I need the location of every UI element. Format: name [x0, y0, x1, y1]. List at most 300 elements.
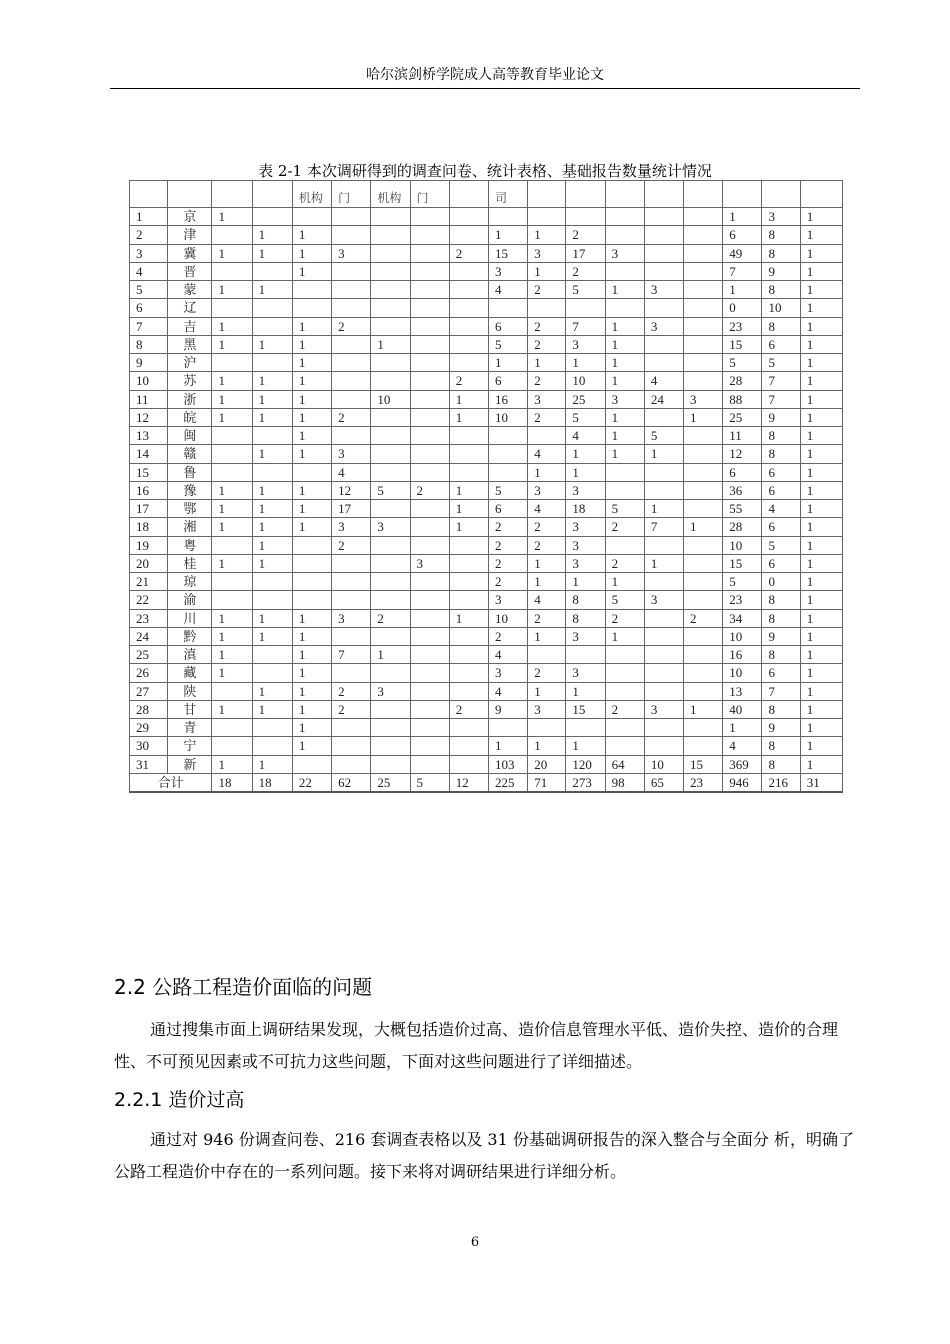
table-cell [252, 664, 292, 682]
table-cell [410, 262, 449, 280]
table-cell: 10 [723, 536, 762, 554]
table-cell: 25 [723, 408, 762, 426]
table-cell: 1 [684, 700, 723, 718]
header-rule [110, 88, 860, 89]
table-cell [410, 390, 449, 408]
table-cell: 6 [130, 299, 168, 317]
table-cell: 9 [762, 262, 800, 280]
table-cell: 55 [723, 500, 762, 518]
table-cell [566, 299, 605, 317]
table-row [130, 664, 843, 682]
table-cell [684, 262, 723, 280]
table-cell [684, 372, 723, 390]
table-cell: 1 [684, 518, 723, 536]
table-row [130, 737, 843, 755]
table-cell [212, 299, 252, 317]
table-cell [410, 408, 449, 426]
table-cell: 1 [723, 208, 762, 226]
table-row [130, 390, 843, 408]
table-cell: 5 [762, 354, 800, 372]
table-cell: 1 [644, 500, 683, 518]
table-cell: 24 [644, 390, 683, 408]
table-cell: 4 [528, 500, 566, 518]
table-cell: 1 [800, 609, 842, 627]
table-cell [252, 573, 292, 591]
header-cell: 司 [488, 181, 527, 208]
table-cell [371, 262, 410, 280]
table-cell [684, 737, 723, 755]
table-cell: 5 [605, 591, 644, 609]
table-cell: 1 [488, 226, 527, 244]
province-cell: 桂 [168, 554, 212, 572]
total-cell: 62 [332, 773, 371, 792]
table-cell [684, 208, 723, 226]
table-cell: 1 [252, 226, 292, 244]
table-cell: 5 [723, 354, 762, 372]
table-cell [212, 682, 252, 700]
table-cell: 1 [605, 317, 644, 335]
province-cell: 宁 [168, 737, 212, 755]
table-cell [252, 317, 292, 335]
province-cell: 新 [168, 755, 212, 773]
table-cell: 36 [723, 481, 762, 499]
table-cell: 1 [800, 445, 842, 463]
table-cell [410, 226, 449, 244]
table-cell [605, 719, 644, 737]
table-cell: 7 [762, 682, 800, 700]
table-cell [410, 335, 449, 353]
table-cell: 6 [488, 317, 527, 335]
table-cell: 1 [800, 627, 842, 645]
table-cell [410, 682, 449, 700]
table-cell [644, 208, 683, 226]
table-cell: 10 [723, 664, 762, 682]
table-cell: 1 [605, 627, 644, 645]
table-cell: 3 [566, 518, 605, 536]
table-cell: 1 [212, 335, 252, 353]
table-cell [371, 427, 410, 445]
table-cell: 2 [449, 244, 488, 262]
table-cell [684, 664, 723, 682]
table-cell: 6 [723, 226, 762, 244]
table-cell: 1 [292, 719, 331, 737]
table-cell: 1 [800, 719, 842, 737]
table-cell [449, 591, 488, 609]
table-cell: 5 [723, 573, 762, 591]
table-cell: 3 [644, 317, 683, 335]
header-cell [644, 181, 683, 208]
table-cell [410, 646, 449, 664]
table-cell [449, 354, 488, 372]
table-cell [292, 755, 331, 773]
table-cell: 1 [644, 445, 683, 463]
table-cell [292, 281, 331, 299]
table-cell [644, 536, 683, 554]
table-cell [449, 536, 488, 554]
table-cell [644, 354, 683, 372]
table-row [130, 481, 843, 499]
header-cell [252, 181, 292, 208]
table-cell [605, 262, 644, 280]
table-row [130, 682, 843, 700]
province-cell: 黑 [168, 335, 212, 353]
table-row [130, 262, 843, 280]
table-cell [252, 646, 292, 664]
header-cell [762, 181, 800, 208]
table-cell [371, 463, 410, 481]
table-cell: 1 [212, 372, 252, 390]
table-cell [410, 700, 449, 718]
table-cell [449, 445, 488, 463]
table-cell: 1 [212, 664, 252, 682]
table-cell [371, 445, 410, 463]
province-cell: 滇 [168, 646, 212, 664]
table-cell [684, 354, 723, 372]
table-cell [292, 573, 331, 591]
table-cell: 9 [762, 627, 800, 645]
table-cell: 1 [605, 372, 644, 390]
table-cell [684, 646, 723, 664]
table-cell: 12 [130, 408, 168, 426]
table-row [130, 627, 843, 645]
statistics-table [129, 180, 843, 793]
header-cell [800, 181, 842, 208]
table-row [130, 244, 843, 262]
table-cell: 23 [723, 591, 762, 609]
header-cell [212, 181, 252, 208]
table-cell: 1 [292, 664, 331, 682]
table-cell: 369 [723, 755, 762, 773]
table-cell: 3 [644, 700, 683, 718]
table-cell: 2 [371, 609, 410, 627]
table-cell: 3 [566, 554, 605, 572]
table-cell [212, 463, 252, 481]
table-row [130, 427, 843, 445]
table-cell: 8 [762, 700, 800, 718]
table-cell [371, 372, 410, 390]
table-cell: 6 [762, 481, 800, 499]
table-cell: 8 [762, 445, 800, 463]
table-cell: 1 [800, 354, 842, 372]
table-cell [332, 354, 371, 372]
table-cell: 1 [292, 408, 331, 426]
header-cell [168, 181, 212, 208]
table-cell: 1 [723, 719, 762, 737]
table-cell [410, 591, 449, 609]
table-cell [410, 573, 449, 591]
table-cell: 1 [212, 646, 252, 664]
table-cell [332, 755, 371, 773]
table-cell: 1 [449, 518, 488, 536]
table-cell: 10 [644, 755, 683, 773]
table-cell: 1 [292, 390, 331, 408]
table-cell: 103 [488, 755, 527, 773]
table-cell [605, 682, 644, 700]
table-cell [488, 299, 527, 317]
table-cell: 5 [605, 500, 644, 518]
province-cell: 浙 [168, 390, 212, 408]
table-cell: 2 [488, 627, 527, 645]
header-cell [723, 181, 762, 208]
table-cell: 4 [488, 281, 527, 299]
table-cell [292, 591, 331, 609]
table-cell: 8 [762, 281, 800, 299]
table-cell [684, 554, 723, 572]
table-cell: 3 [528, 390, 566, 408]
table-cell: 1 [212, 554, 252, 572]
table-cell: 6 [488, 372, 527, 390]
table-cell [371, 719, 410, 737]
table-cell [332, 591, 371, 609]
table-cell [371, 737, 410, 755]
table-cell [212, 262, 252, 280]
table-cell: 15 [723, 554, 762, 572]
table-cell: 1 [723, 281, 762, 299]
table-row [130, 591, 843, 609]
table-cell: 1 [212, 281, 252, 299]
table-cell [644, 408, 683, 426]
table-cell [528, 719, 566, 737]
table-cell: 1 [371, 335, 410, 353]
table-cell [332, 427, 371, 445]
table-cell [528, 646, 566, 664]
table-cell [684, 281, 723, 299]
table-cell [684, 536, 723, 554]
table-cell: 2 [528, 281, 566, 299]
table-cell [488, 463, 527, 481]
table-cell: 6 [762, 463, 800, 481]
paragraph-1: 通过搜集市面上调研结果发现，大概包括造价过高、造价信息管理水平低、造价失控、造价的合理性、不可预见因素或不可抗力这些问题，下面对这些问题进行了详细描述。 [114, 1020, 839, 1071]
table-cell [212, 427, 252, 445]
table-cell: 25 [566, 390, 605, 408]
table-cell: 2 [605, 554, 644, 572]
table-cell [332, 719, 371, 737]
table-cell [644, 244, 683, 262]
header-cell [449, 181, 488, 208]
table-cell [684, 317, 723, 335]
table-cell: 1 [528, 354, 566, 372]
table-cell [684, 500, 723, 518]
table-cell: 23 [130, 609, 168, 627]
total-cell: 273 [566, 773, 605, 792]
total-cell: 98 [605, 773, 644, 792]
table-cell: 1 [800, 536, 842, 554]
table-cell: 49 [723, 244, 762, 262]
table-cell: 5 [371, 481, 410, 499]
table-cell [684, 591, 723, 609]
table-cell [566, 208, 605, 226]
province-cell: 鲁 [168, 463, 212, 481]
table-cell: 2 [449, 372, 488, 390]
table-cell: 1 [800, 463, 842, 481]
province-cell: 苏 [168, 372, 212, 390]
table-cell: 15 [488, 244, 527, 262]
table-cell: 1 [800, 591, 842, 609]
table-total-row [130, 773, 843, 792]
table-cell: 1 [212, 700, 252, 718]
table-cell [410, 354, 449, 372]
table-cell: 16 [723, 646, 762, 664]
province-cell: 辽 [168, 299, 212, 317]
table-cell: 4 [488, 682, 527, 700]
table-cell: 12 [332, 481, 371, 499]
table-cell: 16 [130, 481, 168, 499]
table-cell [212, 591, 252, 609]
table-cell: 1 [684, 408, 723, 426]
table-cell: 15 [684, 755, 723, 773]
table-cell: 0 [723, 299, 762, 317]
table-cell: 9 [762, 719, 800, 737]
province-cell: 闽 [168, 427, 212, 445]
table-cell [644, 646, 683, 664]
subsection-heading: 2.2.1 造价过高 [114, 1089, 245, 1111]
table-cell: 2 [528, 335, 566, 353]
table-header-row [130, 181, 843, 208]
table-cell [488, 208, 527, 226]
table-row [130, 536, 843, 554]
table-cell: 4 [644, 372, 683, 390]
table-cell: 24 [130, 627, 168, 645]
table-cell: 1 [212, 390, 252, 408]
table-cell: 17 [130, 500, 168, 518]
table-cell: 8 [762, 646, 800, 664]
province-cell: 湘 [168, 518, 212, 536]
table-cell: 1 [488, 737, 527, 755]
table-cell: 1 [800, 262, 842, 280]
table-cell: 8 [762, 737, 800, 755]
table-cell: 12 [723, 445, 762, 463]
table-cell: 8 [566, 591, 605, 609]
table-cell: 3 [488, 664, 527, 682]
table-cell [410, 518, 449, 536]
table-cell: 1 [800, 518, 842, 536]
table-cell: 2 [605, 700, 644, 718]
table-cell [488, 445, 527, 463]
header-cell: 门 [332, 181, 371, 208]
table-cell [449, 281, 488, 299]
section-heading: 2.2 公路工程造价面临的问题 [114, 975, 373, 999]
total-cell: 65 [644, 773, 683, 792]
table-cell [644, 664, 683, 682]
table-cell: 28 [723, 518, 762, 536]
table-row [130, 609, 843, 627]
table-cell: 22 [130, 591, 168, 609]
province-cell: 川 [168, 609, 212, 627]
table-cell: 18 [566, 500, 605, 518]
table-cell: 2 [684, 609, 723, 627]
table-cell [449, 208, 488, 226]
table-cell: 1 [800, 481, 842, 499]
table-cell: 20 [528, 755, 566, 773]
table-cell [410, 299, 449, 317]
table-cell [252, 591, 292, 609]
table-cell [212, 445, 252, 463]
table-cell [449, 755, 488, 773]
table-cell: 1 [292, 372, 331, 390]
table-cell [449, 299, 488, 317]
table-cell [371, 208, 410, 226]
table-cell: 3 [332, 445, 371, 463]
table-cell: 3 [684, 390, 723, 408]
table-cell: 1 [212, 755, 252, 773]
table-row [130, 372, 843, 390]
table-cell: 7 [130, 317, 168, 335]
table-row [130, 208, 843, 226]
table-cell [528, 208, 566, 226]
table-cell: 1 [800, 208, 842, 226]
table-cell: 2 [488, 518, 527, 536]
table-cell: 17 [566, 244, 605, 262]
table-row [130, 554, 843, 572]
table-cell [252, 354, 292, 372]
table-cell [488, 427, 527, 445]
table-cell [684, 463, 723, 481]
table-cell: 7 [566, 317, 605, 335]
table-cell [212, 536, 252, 554]
table-cell: 3 [488, 591, 527, 609]
table-cell: 3 [332, 518, 371, 536]
table-cell: 1 [252, 536, 292, 554]
table-cell: 1 [800, 500, 842, 518]
table-cell: 1 [800, 317, 842, 335]
table-cell: 2 [488, 536, 527, 554]
header-cell: 门 [410, 181, 449, 208]
table-cell: 4 [762, 500, 800, 518]
table-cell: 1 [605, 335, 644, 353]
table-cell: 3 [566, 627, 605, 645]
table-cell: 2 [566, 262, 605, 280]
table-cell: 4 [566, 427, 605, 445]
table-cell [644, 463, 683, 481]
table-cell: 4 [723, 737, 762, 755]
table-cell [332, 335, 371, 353]
table-cell: 4 [130, 262, 168, 280]
table-cell: 1 [800, 700, 842, 718]
header-cell: 机构 [371, 181, 410, 208]
table-cell: 1 [252, 390, 292, 408]
table-cell: 14 [130, 445, 168, 463]
table-cell: 21 [130, 573, 168, 591]
table-cell: 1 [800, 646, 842, 664]
table-cell: 1 [292, 244, 331, 262]
table-cell: 4 [332, 463, 371, 481]
table-cell [449, 627, 488, 645]
total-cell: 25 [371, 773, 410, 792]
table-cell: 1 [800, 664, 842, 682]
table-cell: 16 [488, 390, 527, 408]
table-cell: 15 [566, 700, 605, 718]
table-cell: 5 [644, 427, 683, 445]
table-cell [212, 226, 252, 244]
province-cell: 冀 [168, 244, 212, 262]
table-cell [684, 445, 723, 463]
table-cell [605, 226, 644, 244]
table-cell: 3 [528, 700, 566, 718]
table-cell: 1 [292, 609, 331, 627]
table-cell: 1 [566, 354, 605, 372]
table-cell [644, 335, 683, 353]
table-cell [605, 463, 644, 481]
table-cell: 3 [130, 244, 168, 262]
table-cell [449, 317, 488, 335]
table-cell [605, 737, 644, 755]
table-cell: 10 [488, 408, 527, 426]
table-cell: 1 [566, 573, 605, 591]
table-cell [212, 737, 252, 755]
table-cell: 64 [605, 755, 644, 773]
table-cell: 13 [723, 682, 762, 700]
table-cell: 1 [252, 554, 292, 572]
